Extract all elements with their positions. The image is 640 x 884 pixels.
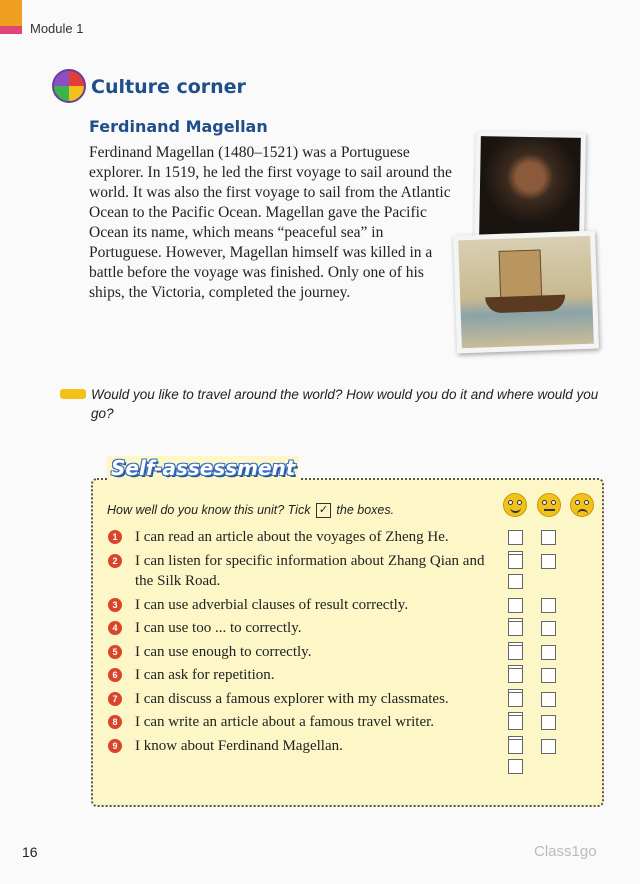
rating-checkbox-ok[interactable]: [541, 668, 556, 683]
self-assessment-item: [107, 642, 597, 663]
item-text: I can write an article about a famous travel writer.: [135, 714, 435, 730]
item-text: I can use too ... to correctly.: [135, 620, 302, 636]
rating-checkbox-ok[interactable]: [541, 645, 556, 660]
rating-checkbox-poor[interactable]: [508, 574, 523, 589]
self-assessment-list: [107, 527, 597, 759]
self-assessment-item: [107, 527, 597, 548]
self-assessment-item: [107, 712, 597, 733]
happy-face-icon: [503, 493, 527, 517]
prompt-text-end: the boxes.: [336, 503, 395, 517]
rating-checkbox-good[interactable]: [508, 530, 523, 545]
self-assessment-item: [107, 665, 597, 686]
page-number: 16: [22, 844, 38, 860]
self-assessment-item: [107, 595, 597, 616]
rating-checkbox-good[interactable]: [508, 692, 523, 707]
section-title: Culture corner: [91, 76, 246, 98]
rating-checkbox-ok[interactable]: [541, 715, 556, 730]
rating-checkbox-ok[interactable]: [541, 554, 556, 569]
rating-checkbox-good[interactable]: [508, 739, 523, 754]
rating-checkbox-good[interactable]: [508, 668, 523, 683]
item-number-badge: 6: [108, 668, 122, 682]
rating-checkbox-good[interactable]: [508, 645, 523, 660]
culture-corner-icon: [52, 69, 86, 103]
self-assessment-item: [107, 689, 597, 710]
rating-checkbox-good[interactable]: [508, 715, 523, 730]
item-number-badge: 1: [108, 530, 122, 544]
rating-checkbox-good[interactable]: [508, 554, 523, 569]
question-marker-icon: [60, 389, 86, 399]
sad-face-icon: [570, 493, 594, 517]
self-assessment-item: [107, 736, 597, 757]
item-text: I can use adverbial clauses of result correctly.: [135, 596, 409, 613]
watermark: Class1go: [534, 843, 597, 860]
discussion-question: Would you like to travel around the world? How would you do it and where would you go?: [91, 387, 599, 421]
module-label: Module 1: [30, 21, 84, 36]
tick-icon: ✓: [316, 503, 331, 518]
rating-checkbox-poor[interactable]: [508, 759, 523, 774]
item-text: I can read an article about the voyages of Zheng He.: [135, 529, 449, 545]
article-body: Ferdinand Magellan (1480–1521) was a Portuguese explorer. In 1519, he led the first voyage to sail around the world. It was also the first voyage to sail from the Atlantic Ocean to the Pacific Ocean. Magellan gave the Pacific Ocean its name, which means “peaceful sea” in Portuguese. However, Magellan himself was killed in a battle before the voyage was finished. Only one of his ships, the Victoria, completed the journey.: [89, 144, 452, 301]
article-title: Ferdinand Magellan: [89, 117, 268, 136]
item-text: I can use enough to correctly.: [135, 643, 312, 660]
rating-checkbox-ok[interactable]: [541, 692, 556, 707]
item-number-badge: 7: [108, 692, 122, 706]
module-tab-stripe: [0, 26, 22, 34]
item-number-badge: 8: [108, 715, 122, 729]
item-number-badge: 5: [108, 645, 122, 659]
self-assessment-title: Self-assessment: [107, 456, 299, 480]
item-text: I know about Ferdinand Magellan.: [135, 737, 343, 754]
item-text: I can ask for repetition.: [135, 667, 275, 683]
rating-checkbox-good[interactable]: [508, 621, 523, 636]
rating-checkbox-ok[interactable]: [541, 530, 556, 545]
item-number-badge: 9: [108, 739, 122, 753]
item-text: I can listen for specific information about Zhang Qian and the Silk Road.: [135, 552, 485, 589]
rating-checkbox-ok[interactable]: [541, 621, 556, 636]
item-text: I can discuss a famous explorer with my classmates.: [135, 690, 449, 707]
self-assessment-prompt: [107, 503, 394, 518]
self-assessment-item: [107, 551, 597, 592]
rating-checkbox-ok[interactable]: [541, 598, 556, 613]
rating-boxes: [508, 739, 597, 780]
magellan-portrait-photo: [474, 131, 586, 243]
rating-boxes: [508, 554, 597, 595]
neutral-face-icon: [537, 493, 561, 517]
item-number-badge: 2: [108, 554, 122, 568]
item-number-badge: 4: [108, 621, 122, 635]
ship-illustration-photo: [453, 231, 599, 354]
self-assessment-item: [107, 618, 597, 639]
rating-checkbox-good[interactable]: [508, 598, 523, 613]
item-number-badge: 3: [108, 598, 122, 612]
rating-checkbox-ok[interactable]: [541, 739, 556, 754]
prompt-text: How well do you know this unit? Tick: [107, 503, 311, 517]
